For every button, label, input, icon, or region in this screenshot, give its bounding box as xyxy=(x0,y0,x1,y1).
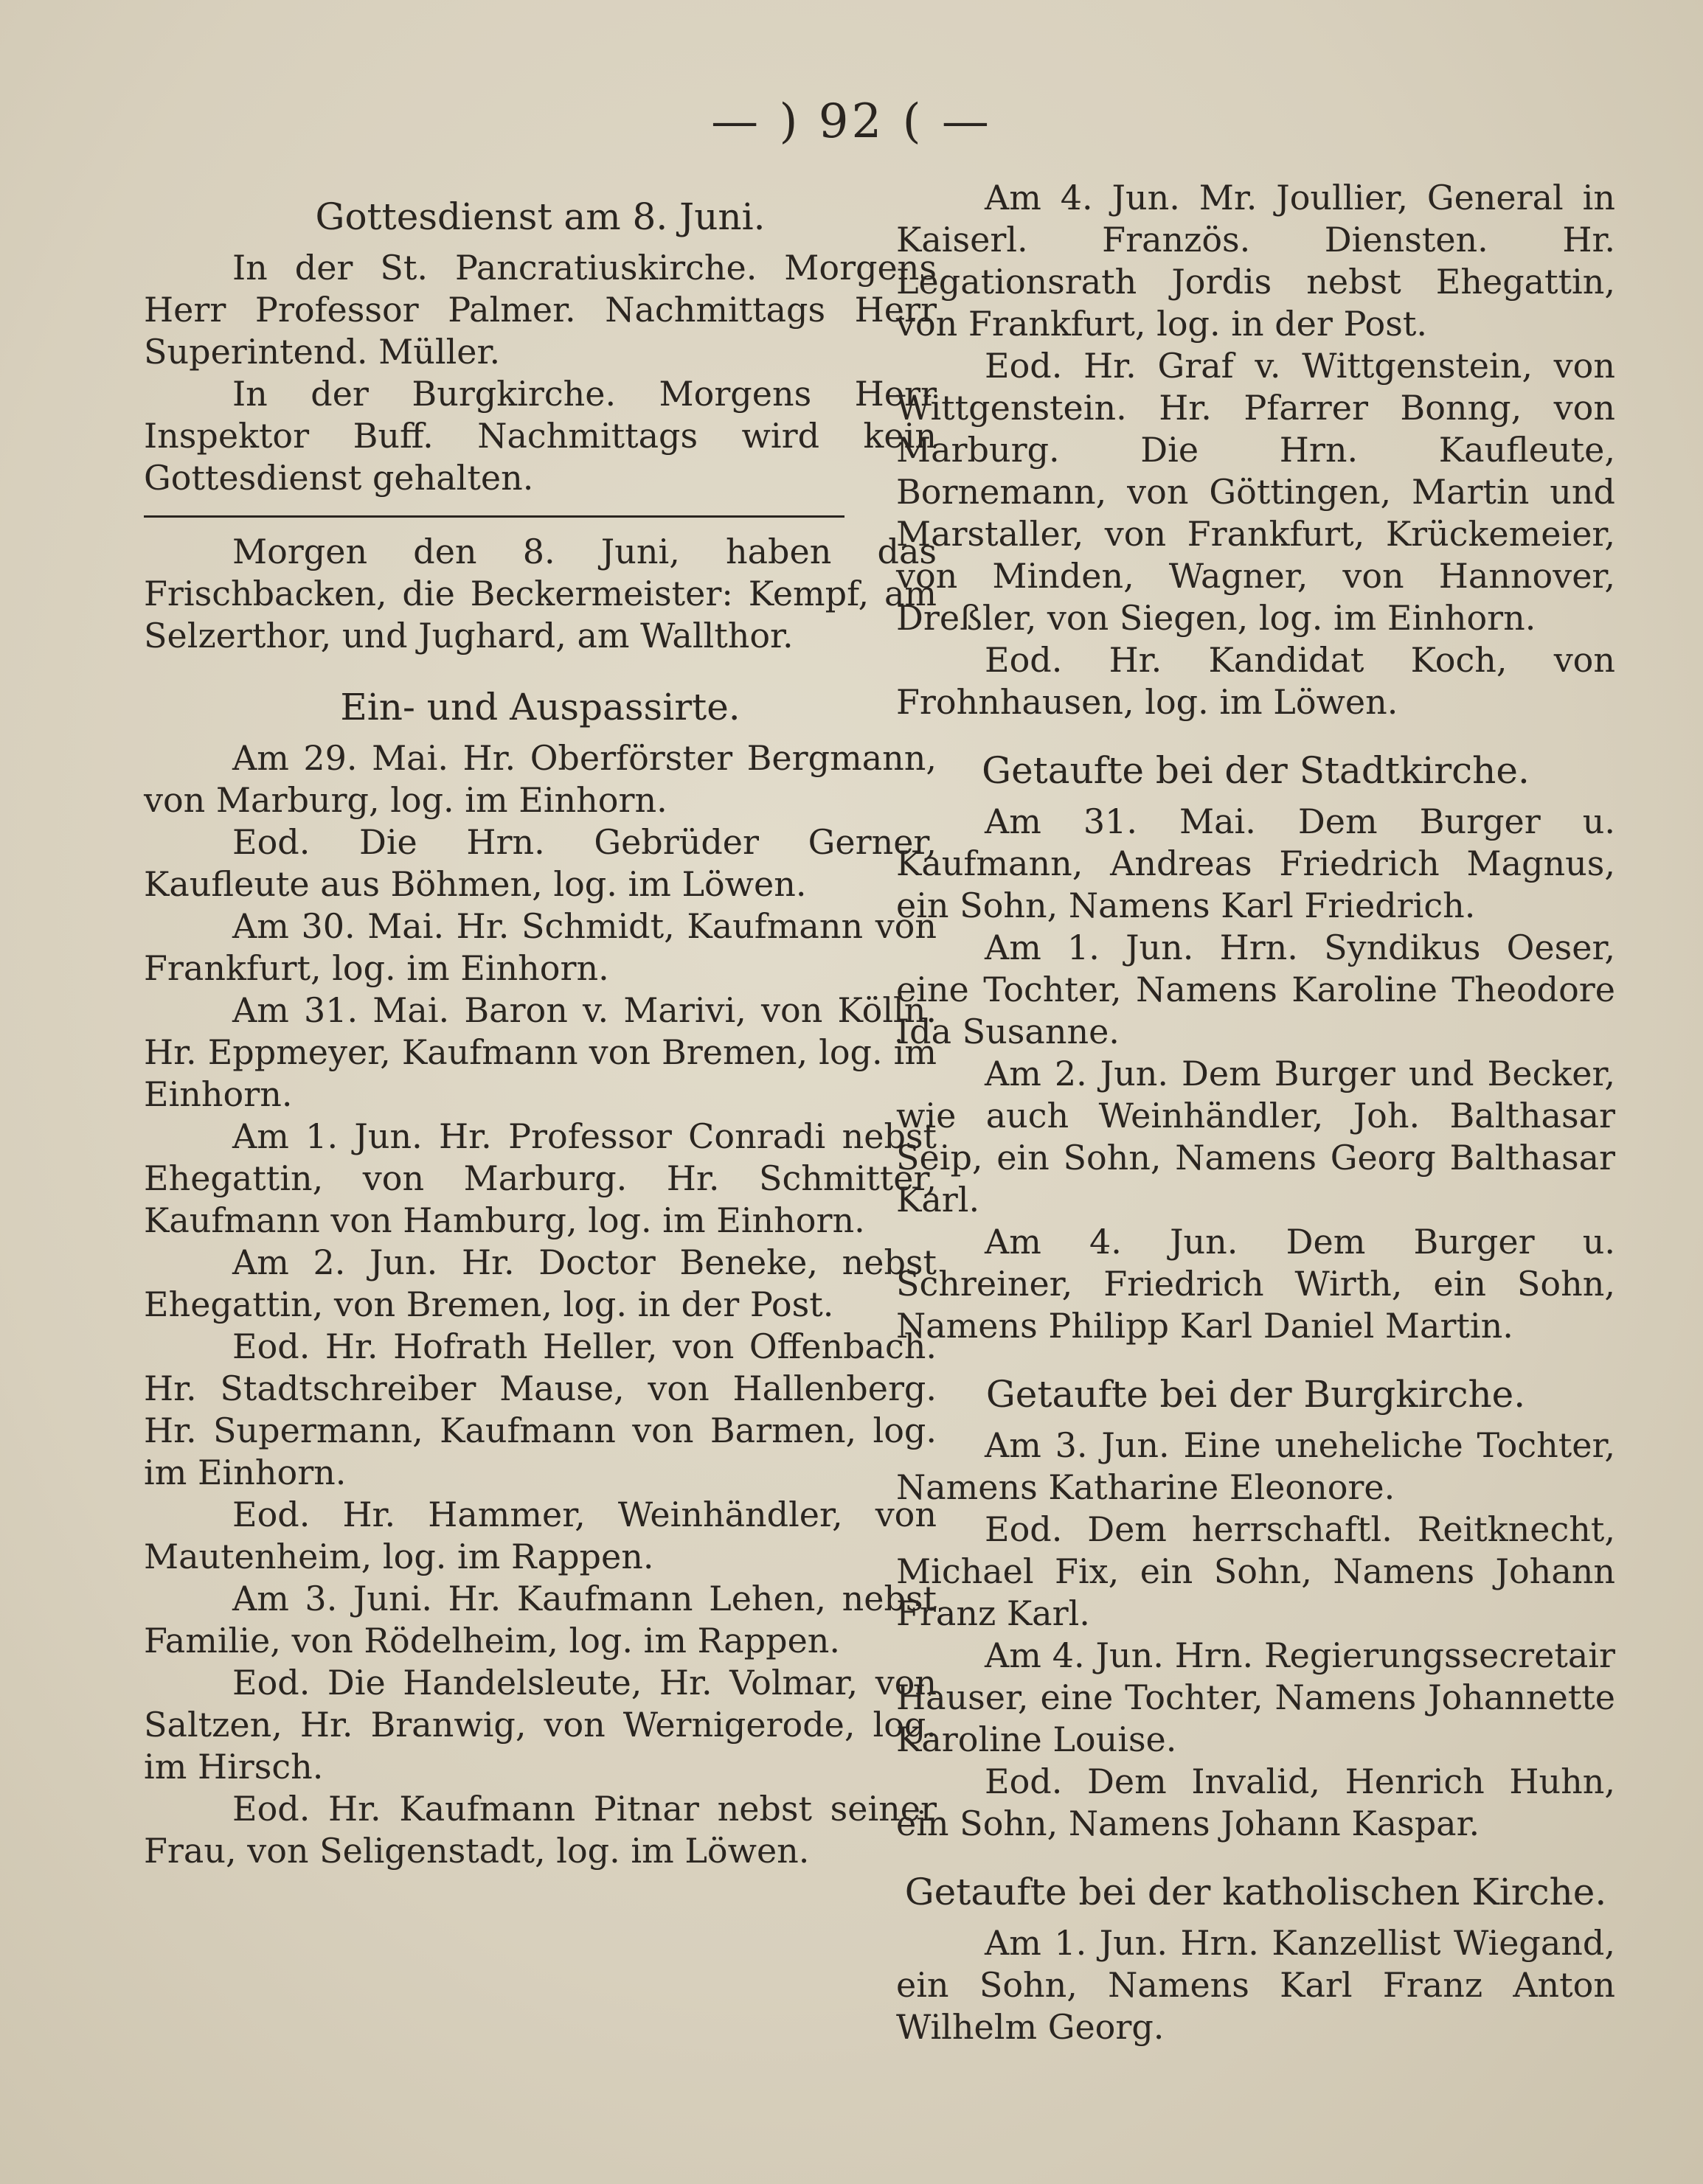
list-item: Am 1. Jun. Hrn. Kanzellist Wiegand, ein Sohn, Namens Karl Franz Anton Wilhelm Georg. xyxy=(896,1923,1615,2047)
list-item: Eod. Hr. Graf v. Wittgenstein, von Wittgenstein. Hr. Pfarrer Bonng, von Marburg. Die Hrn. Kaufleute, Bornemann, von Göttingen, Martin und Marstaller, von Frankfurt, Krückemeier, von Minden, Wagner, von Hannover, Dreßler, von Siegen, log. im Einhorn. xyxy=(896,346,1615,638)
list-item: Eod. Die Hrn. Gebrüder Gerner, Kaufleute aus Böhmen, log. im Löwen. xyxy=(144,822,937,904)
left-column xyxy=(144,177,937,1872)
heading-katholisch: Getaufte bei der katholischen Kirche. xyxy=(904,1871,1607,1913)
heading-burgkirche: Getaufte bei der Burgkirche. xyxy=(985,1373,1526,1416)
list-item: Am 30. Mai. Hr. Schmidt, Kaufmann von Frankfurt, log. im Einhorn. xyxy=(144,906,937,988)
list-item: Eod. Dem herrschaftl. Reitknecht, Michael Fix, ein Sohn, Namens Johann Franz Karl. xyxy=(896,1509,1615,1633)
list-item: Am 3. Jun. Eine uneheliche Tochter, Namens Katharine Eleonore. xyxy=(896,1425,1615,1507)
list-item: Eod. Hr. Hammer, Weinhändler, von Mautenheim, log. im Rappen. xyxy=(144,1495,937,1576)
section-divider xyxy=(144,515,844,518)
list-item: Am 2. Jun. Dem Burger und Becker, wie auch Weinhändler, Joh. Balthasar Seip, ein Sohn, Namens Georg Balthasar Karl. xyxy=(896,1054,1615,1220)
list-item: Am 2. Jun. Hr. Doctor Beneke, nebst Ehegattin, von Bremen, log. in der Post. xyxy=(144,1242,937,1324)
baking-notice: Morgen den 8. Juni, haben das Frischbacken, die Beckermeister: Kempf, am Selzerthor, und Jughard, am Wallthor. xyxy=(144,532,937,655)
list-item: Eod. Hr. Hofrath Heller, von Offenbach. Hr. Stadtschreiber Mause, von Hallenberg. Hr. Supermann, Kaufmann von Barmen, log. im Einhorn. xyxy=(144,1326,937,1492)
heading-gottesdienst: Gottesdienst am 8. Juni. xyxy=(315,195,766,238)
list-item: Am 1. Jun. Hr. Professor Conradi nebst Ehegattin, von Marburg. Hr. Schmitter, Kaufmann von Hamburg, log. im Einhorn. xyxy=(144,1116,937,1240)
service-pancratius: In der St. Pancratiuskirche. Morgens Herr Professor Palmer. Nachmittags Herr Superintend. Müller. xyxy=(144,248,937,372)
page-number: — ) 92 ( — xyxy=(711,94,992,149)
right-column xyxy=(896,177,1615,2048)
service-burgkirche: In der Burgkirche. Morgens Herr Inspektor Buff. Nachmittags wird kein Gottesdienst gehalten. xyxy=(144,374,937,498)
list-item: Am 1. Jun. Hrn. Syndikus Oeser, eine Tochter, Namens Karoline Theodore Ida Susanne. xyxy=(896,928,1615,1051)
list-item: Eod. Hr. Kandidat Koch, von Frohnhausen, log. im Löwen. xyxy=(896,640,1615,722)
heading-stadtkirche: Getaufte bei der Stadtkirche. xyxy=(982,749,1530,792)
list-item: Am 29. Mai. Hr. Oberförster Bergmann, von Marburg, log. im Einhorn. xyxy=(144,738,937,820)
list-item: Eod. Dem Invalid, Henrich Huhn, ein Sohn, Namens Johann Kaspar. xyxy=(896,1762,1615,1843)
list-item: Am 3. Juni. Hr. Kaufmann Lehen, nebst Familie, von Rödelheim, log. im Rappen. xyxy=(144,1579,937,1660)
list-item: Am 4. Jun. Dem Burger u. Schreiner, Friedrich Wirth, ein Sohn, Namens Philipp Karl Daniel Martin. xyxy=(896,1222,1615,1346)
list-item: Eod. Hr. Kaufmann Pitnar nebst seiner Frau, von Seligenstadt, log. im Löwen. xyxy=(144,1789,937,1871)
list-item: Am 31. Mai. Baron v. Marivi, von Kölln. Hr. Eppmeyer, Kaufmann von Bremen, log. im Einhorn. xyxy=(144,990,937,1114)
list-item: Am 4. Jun. Mr. Joullier, General in Kaiserl. Französ. Diensten. Hr. Legationsrath Jordis nebst Ehegattin, von Frankfurt, log. in der Post. xyxy=(896,178,1615,344)
list-item: Am 31. Mai. Dem Burger u. Kaufmann, Andreas Friedrich Magnus, ein Sohn, Namens Karl Friedrich. xyxy=(896,801,1615,925)
list-item: Am 4. Jun. Hrn. Regierungssecretair Hauser, eine Tochter, Namens Johannette Karoline Louise. xyxy=(896,1635,1615,1759)
heading-passirte: Ein- und Auspassirte. xyxy=(340,686,740,728)
list-item: Eod. Die Handelsleute, Hr. Volmar, von Saltzen, Hr. Branwig, von Wernigerode, log. im Hirsch. xyxy=(144,1663,937,1787)
